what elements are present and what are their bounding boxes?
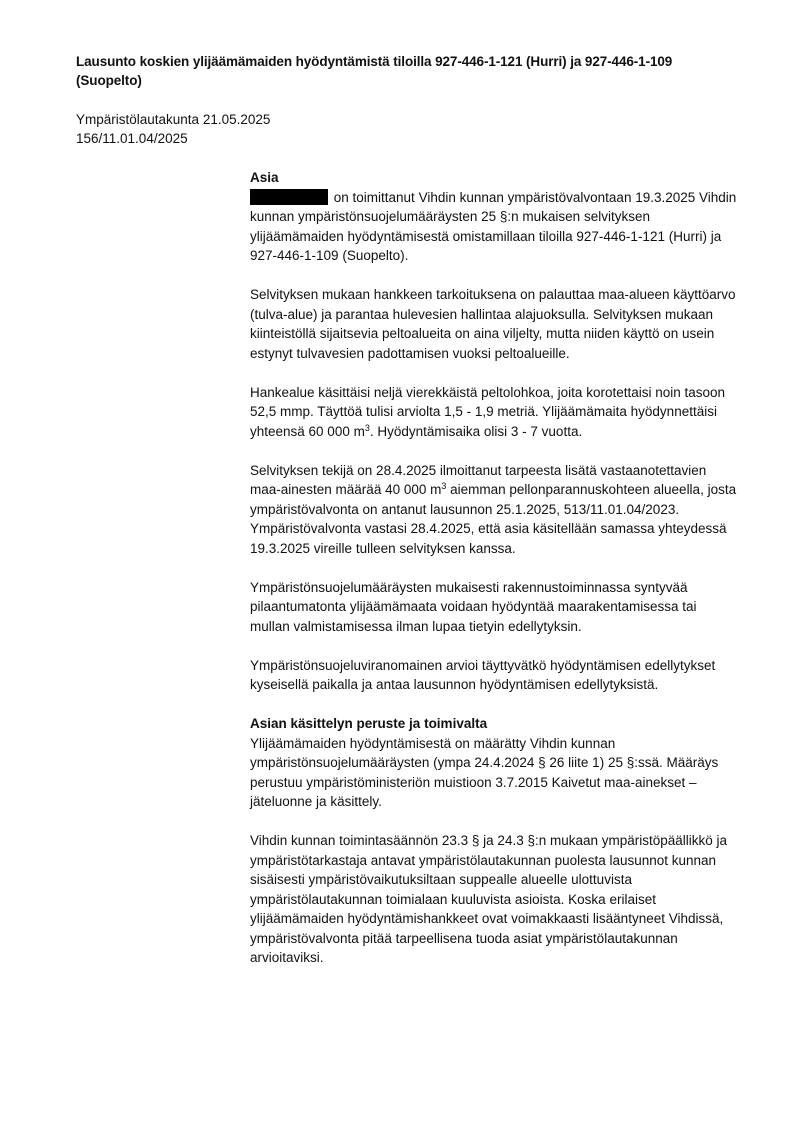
- paragraph-asia-6: Ympäristönsuojeluviranomainen arvioi täyttyvätkö hyödyntämisen edellytykset kyseisellä paikalla ja antaa lausunnon hyödyntämisen edellytyksistä.: [250, 657, 716, 692]
- reference-number: 156/11.01.04/2025: [76, 131, 188, 146]
- superscript: 3: [441, 481, 447, 491]
- paragraph-asia-1: [250, 188, 738, 266]
- document-title: Lausunto koskien ylijäämämaiden hyödyntämistä tiloilla 927-446-1-121 (Hurri) ja 927-446-1-109 (Suopelto): [76, 54, 673, 88]
- paragraph-asia-5: Ympäristönsuojelumääräysten mukaisesti rakennustoiminnassa syntyvää pilaantumatonta ylijäämämaata voidaan hyödyntää maarakentamisessa tai mullan valmistamisessa ilman lupaa tietyin edellytyksin.: [250, 579, 697, 634]
- paragraph-text: . Hyödyntämisaika olisi 3 - 7 vuotta.: [369, 423, 583, 439]
- section-asia: [250, 168, 738, 695]
- section-peruste: [250, 714, 738, 968]
- section-heading-asia: Asia: [250, 170, 279, 185]
- board-date: Ympäristölautakunta 21.05.2025: [76, 112, 271, 127]
- paragraph-asia-3: [250, 383, 738, 442]
- paragraph-asia-2: Selvityksen mukaan hankkeen tarkoituksena on palauttaa maa-alueen käyttöarvo (tulva-alue) ja parantaa hulevesien hallintaa alajuoksulla. Selvityksen mukaan kiinteistöllä sijaitsevia peltoalueita on aina viljelty, mutta niiden käyttö on usein estynyt tulvavesien padottamisen vuoksi peltoalueille.: [250, 287, 736, 361]
- paragraph-peruste-1: Ylijäämämaiden hyödyntämisestä on määrätty Vihdin kunnan ympäristönsuojelumääräysten (ympa 24.4.2024 § 26 liite 1) 25 §:ssä. Määräys perustuu ympäristöministeriön muistioon 3.7.2015 Kaivetut maa-ainekset – jäteluonne ja käsittely.: [250, 735, 719, 809]
- redaction-block: [250, 189, 328, 205]
- paragraph-text: aiemman pellonparannuskohteen alueella, josta ympäristövalvonta on antanut lausunnon 25.1.2025, 513/11.01.04/2023. Ympäristövalvonta vastasi 28.4.2025, että asia käsitellään samassa yhteydessä 19.3.2025 vireille tulleen selvityksen kanssa.: [250, 482, 737, 556]
- paragraph-text: on toimittanut Vihdin kunnan ympäristövalvontaan 19.3.2025 Vihdin kunnan ympäristönsuojelumääräysten 25 §:n mukaisen selvityksen ylijäämämaiden hyödyntämisestä omistamillaan tiloilla 927-446-1-121 (Hurri) ja 927-446-1-109 (Suopelto).: [250, 189, 737, 263]
- paragraph-text: Hankealue käsittäisi neljä vierekkäistä peltolohkoa, joita korotettaisi noin tasoon 52,5 mmp. Täyttöä tulisi arviolta 1,5 - 1,9 metriä. Ylijäämämaita hyödynnettäisi yhteensä 60 000 m: [250, 384, 726, 439]
- paragraph-text: Selvityksen tekijä on 28.4.2025 ilmoittanut tarpeesta lisätä vastaanotettavien maa-ainesten määrää 40 000 m: [250, 462, 707, 497]
- document-body: [250, 168, 738, 968]
- paragraph-peruste-2: Vihdin kunnan toimintasäännön 23.3 § ja 24.3 §:n mukaan ympäristöpäällikkö ja ympäristötarkastaja antavat ympäristölautakunnan puolesta lausunnot kunnan sisäisesti ympäristövaikutuksiltaan suppealle alueelle ulottuvista ympäristölautakunnan toimialaan kuuluvista asioista. Koska erilaiset ylijäämämaiden hyödyntämishankkeet ovat voimakkaasti lisääntyneet Vihdissä, ympäristövalvonta pitää tarpeellisena tuoda asiat ympäristölautakunnan arvioitaviksi.: [250, 833, 728, 965]
- superscript: 3: [364, 422, 370, 433]
- document-meta: [76, 110, 270, 148]
- paragraph-asia-4: [250, 461, 738, 559]
- section-heading-peruste: Asian käsittelyn peruste ja toimivalta: [250, 716, 488, 731]
